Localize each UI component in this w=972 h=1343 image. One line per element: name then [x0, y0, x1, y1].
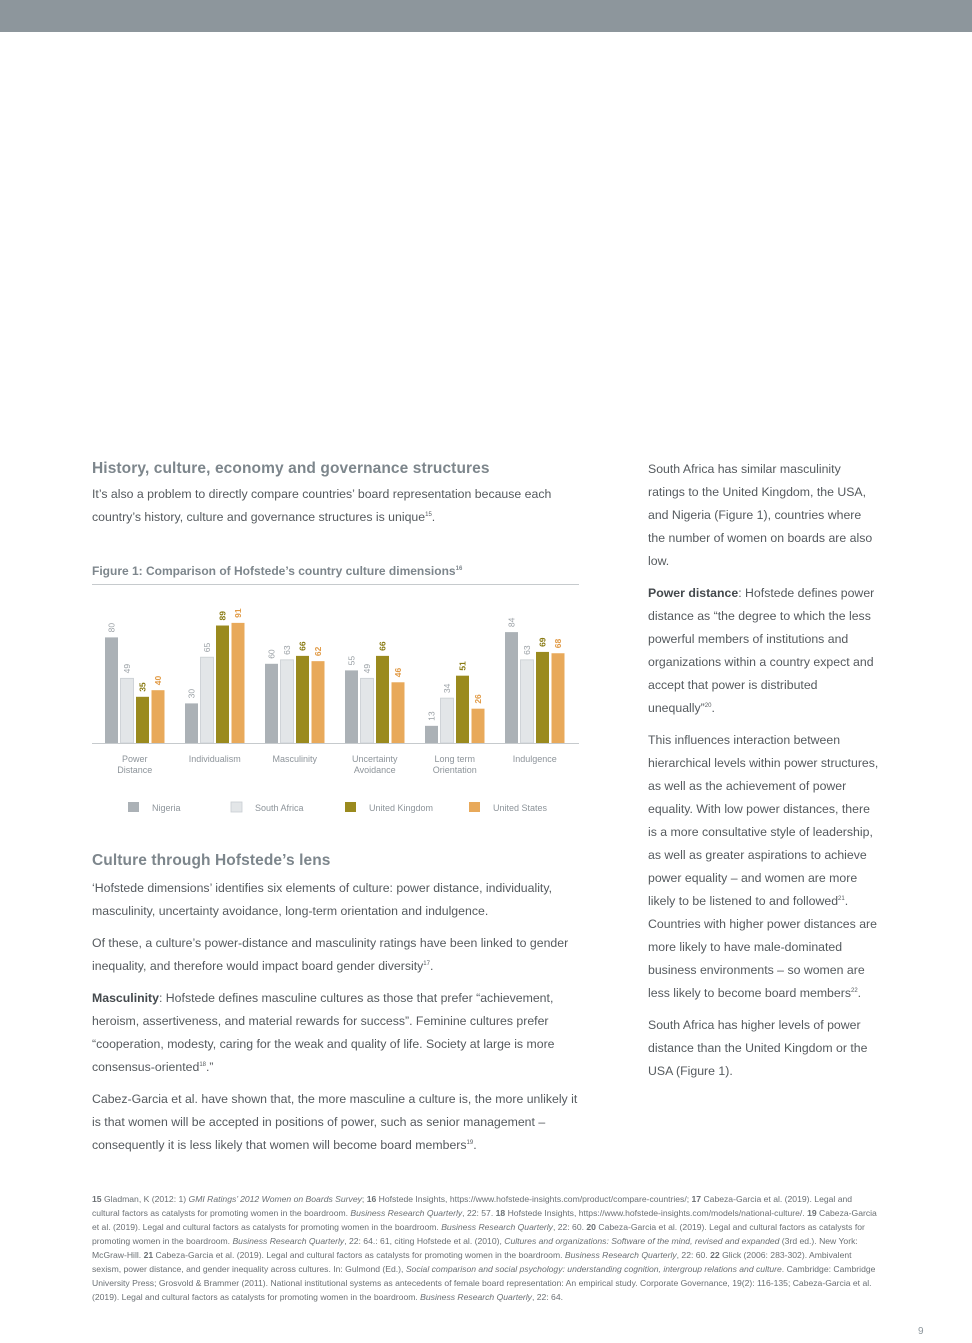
header-bar — [0, 0, 972, 32]
bar-nigeria-1 — [185, 703, 198, 743]
bar-south_africa-0 — [121, 678, 134, 743]
bar-south_africa-2 — [281, 660, 294, 743]
data-label: 65 — [202, 642, 212, 653]
history-paragraph: It’s also a problem to directly compare countries’ board representation because each country’s history, culture and governance structures is unique$^{15}$. — [92, 487, 552, 524]
data-label: 91 — [233, 608, 243, 618]
category-label: Individualism — [188, 754, 241, 764]
right-column — [648, 458, 880, 1083]
page-number: 9 — [918, 1326, 924, 1337]
bar-nigeria-5 — [505, 632, 518, 743]
right-paragraph-3: This influences interaction between hierarchical levels within power structures, as well as the achievement of power equality. With low power distances, there is a more consultative style of leadership, as well as greater aspirations to achieve power equality – and women are more likely to be listened to and followed$^{21}$. Countries with higher power distances are more likely to have male-dominated business environments – so women are less likely to become board members$^{22}$. — [648, 733, 879, 1000]
legend-label-us: United States — [493, 803, 548, 813]
bar-us-0 — [152, 690, 165, 743]
data-label: 49 — [122, 663, 132, 674]
legend-label-south_africa: South Africa — [255, 803, 304, 813]
legend-swatch-nigeria — [128, 802, 139, 812]
data-label: 80 — [106, 622, 117, 633]
data-label: 69 — [537, 637, 548, 647]
left-column — [92, 458, 579, 1157]
bar-uk-0 — [136, 697, 149, 743]
data-label: 40 — [153, 675, 163, 686]
data-label: 66 — [377, 641, 388, 651]
lens-paragraph-2: Of these, a culture’s power-distance and masculinity ratings have been linked to gender inequality, and therefore would impact board gender diversity$^{17}$. — [92, 936, 569, 973]
legend-swatch-us — [469, 802, 480, 812]
bar-south_africa-5 — [521, 660, 534, 743]
data-label: 35 — [137, 682, 148, 692]
data-label: 66 — [297, 641, 308, 651]
bar-uk-2 — [296, 656, 309, 743]
bar-us-3 — [392, 682, 405, 743]
bar-uk-3 — [376, 656, 389, 743]
data-label: 13 — [426, 711, 437, 721]
chart-svg — [92, 585, 579, 825]
bar-nigeria-4 — [425, 726, 438, 743]
history-heading: History, culture, economy and governance structures — [92, 460, 490, 477]
data-label: 68 — [553, 638, 563, 649]
data-label: 49 — [362, 663, 372, 674]
data-label: 26 — [473, 694, 483, 704]
data-label: 60 — [266, 649, 277, 659]
category-label: Masculinity — [272, 754, 318, 764]
category-label: Power — [121, 754, 148, 764]
right-paragraph-1: South Africa has similar masculinity ratings to the United Kingdom, the USA, and Nigeria (Figure 1), countries where the number of women on boards are also low. — [648, 462, 873, 568]
lens-paragraph-1: ‘Hofstede dimensions’ identifies six elements of culture: power distance, individuality, masculinity, uncertainty avoidance, long-term orientation and indulgence. — [92, 881, 552, 918]
category-label: Avoidance — [353, 765, 396, 775]
lens-paragraph-4: Cabez-Garcia et al. have shown that, the more masculine a culture is, the more unlikely it is that women will be accepted in positions of power, such as senior management – consequently it is less likely that women will become board members$^{19}$. — [92, 1092, 578, 1152]
bar-uk-1 — [216, 626, 229, 743]
bar-nigeria-0 — [105, 637, 118, 743]
legend-swatch-uk — [345, 802, 356, 812]
data-label: 51 — [457, 661, 468, 671]
masculinity-paragraph: Masculinity: Hofstede defines masculine cultures as those that prefer “achievement, heroism, assertiveness, and material rewards for success”. Feminine cultures prefer “cooperation, modesty, caring for the weak and quality of life. Society at large is more consensus-oriented$^{18}$.” — [92, 991, 555, 1074]
data-label: 63 — [282, 645, 292, 655]
data-label: 46 — [393, 667, 403, 678]
bar-uk-4 — [456, 676, 469, 743]
bar-south_africa-1 — [201, 657, 214, 743]
category-label: Indulgence — [512, 754, 557, 764]
bar-us-5 — [552, 653, 565, 743]
footnotes: 15 Gladman, K (2012: 1) GMI Ratings’ 2012 Women on Boards Survey; 16 Hofstede Insights, https://www.hofstede-insights.com/product/compare-countries/; 17 Cabeza-Garcia et al. (2019). Legal and cultural factors as catalysts for promoting women in the boardroom. Business Research Quarterly, 22: 57. 18 Hofstede Insights, https://www.hofstede-insights.com/models/national-culture/. 19 Cabeza-Garcia et al. (2019). Legal and cultural factors as catalysts for promoting women in the boardroom. Business Research Quarterly, 22: 60. 20 Cabeza-Garcia et al. (2019). Legal and cultural factors as catalysts for promoting women in the boardroom. Business Research Quarterly, 22: 64.: 61, citing Hofstede et al. (2010), Cultures and organizations: Software of the mind, revised and expanded (3rd ed.). New York: McGraw-Hill. 21 Cabeza-Garcia et al. (2019). Legal and cultural factors as catalysts for promoting women in the boardroom. Business Research Quarterly, 22: 60. 22 Glick (2006: 283-302). Ambivalent sexism, power distance, and gender inequality across cultures. In: Gulmond (Ed.), Social comparison and social psychology: understanding cognition, intergroup relations and culture. Cambridge: Cambridge University Press; Grosvold & Brammer (2011). National institutional systems as antecedents of female board representation: An empirical study. Corporate Governance, 19(2): 116-135; Cabeza-Garcia et al. (2019). Legal and cultural factors as catalysts for promoting women in the boardroom. Business Research Quarterly, 22: 64. — [92, 1194, 877, 1302]
bar-nigeria-3 — [345, 670, 358, 743]
figure-title: Figure 1: Comparison of Hofstede’s country culture dimensions$^{16}$ — [92, 564, 579, 585]
bar-south_africa-4 — [441, 698, 454, 743]
category-label: Orientation — [432, 765, 477, 775]
bar-uk-5 — [536, 652, 549, 743]
data-label: 62 — [313, 646, 323, 657]
data-label: 63 — [522, 645, 532, 655]
legend-swatch-south_africa — [231, 802, 242, 812]
bar-south_africa-3 — [361, 678, 374, 743]
lens-heading: Culture through Hofstede’s lens — [92, 852, 331, 869]
category-label: Distance — [117, 765, 153, 775]
data-label: 30 — [186, 688, 197, 699]
data-label: 55 — [346, 655, 357, 666]
legend-label-uk: United Kingdom — [369, 803, 434, 813]
data-label: 34 — [442, 683, 452, 694]
hofstede-chart — [92, 585, 579, 825]
data-label: 89 — [217, 611, 228, 621]
bar-us-1 — [232, 623, 245, 743]
category-label: Long term — [434, 754, 476, 764]
data-label: 84 — [506, 617, 517, 628]
legend-label-nigeria: Nigeria — [152, 803, 181, 813]
right-paragraph-4: South Africa has higher levels of power distance than the United Kingdom or the USA (Figure 1). — [648, 1018, 868, 1078]
category-label: Uncertainty — [351, 754, 398, 764]
bar-us-4 — [472, 709, 485, 743]
power-distance-paragraph: Power distance: Hofstede defines power distance as “the degree to which the less powerful members of institutions and organizations within a country expect and accept that power is distributed unequally”$^{20}$. — [648, 586, 875, 715]
bar-us-2 — [312, 661, 325, 743]
bar-nigeria-2 — [265, 664, 278, 743]
